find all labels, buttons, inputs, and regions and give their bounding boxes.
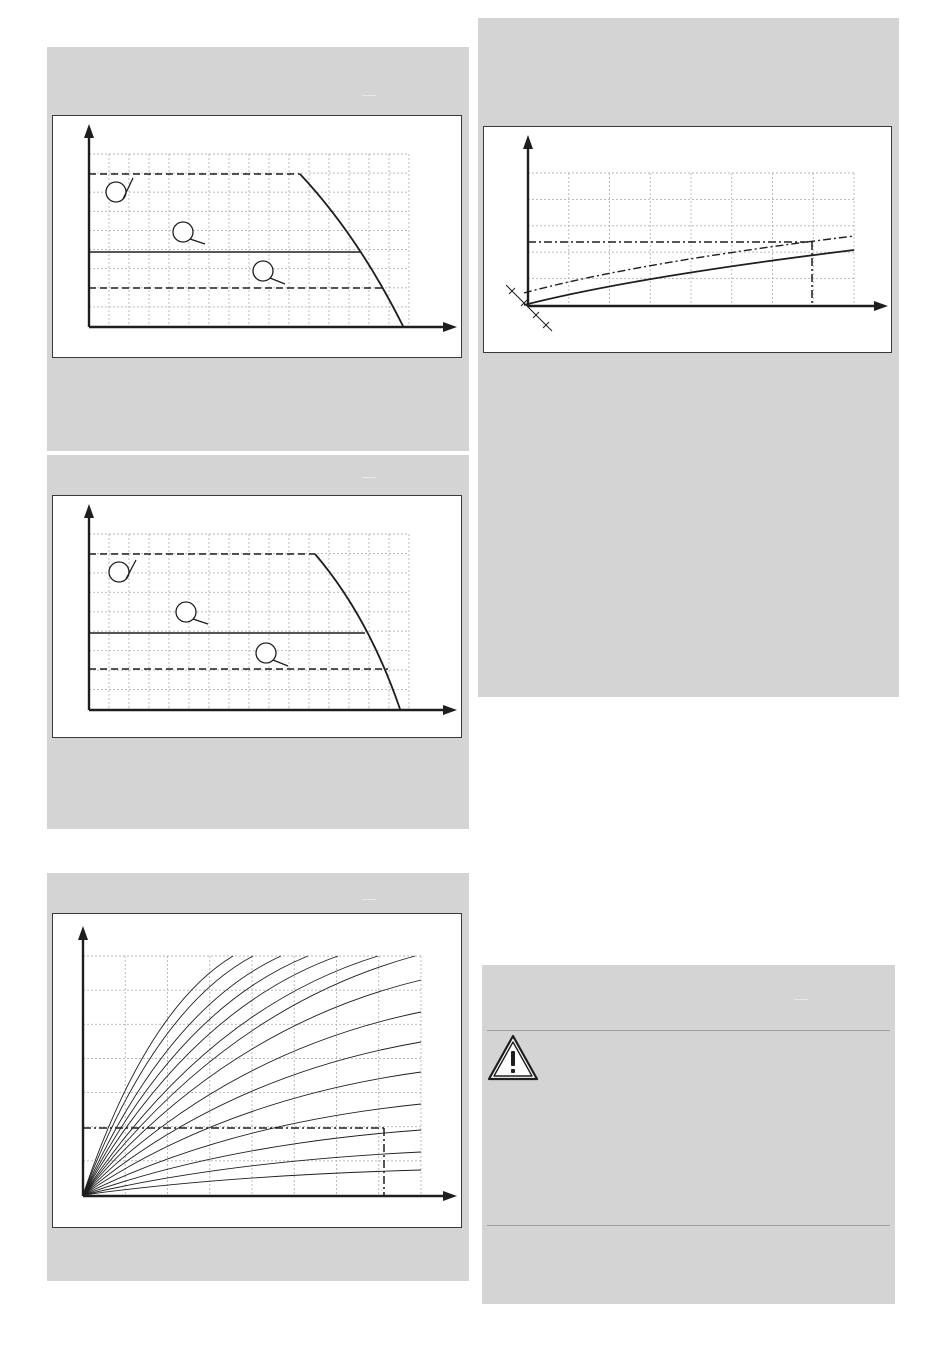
curve-dashdot [524,236,854,293]
panel-header-mark [362,477,376,478]
panel-header-mark [362,899,376,900]
fan-curve [83,956,378,1195]
y-axis-arrow [78,926,88,940]
chart-3-svg [53,914,463,1229]
panel-warning [482,965,895,1304]
chart-frame-2 [52,495,462,738]
callout-2-leader [190,239,205,244]
panel-header-mark [362,95,376,96]
x-axis-arrow [874,301,888,311]
callout-3-leader [270,278,285,284]
chart-1-svg [53,116,463,359]
panel-curve-chart [478,18,899,697]
warning-triangle-icon [487,1034,539,1082]
curve-solid [524,250,854,305]
panel-header-mark [794,999,808,1000]
warning-bottom-rule [487,1225,890,1226]
warning-top-rule [487,1030,890,1031]
fan-curve [83,956,281,1195]
x-axis-arrow [443,322,457,332]
falloff-curve [300,174,403,326]
x-axis-arrow [443,1191,457,1201]
fan-curve [83,956,308,1195]
chart-frame-3 [52,913,462,1228]
panel-performance-chart-2 [47,455,469,829]
y-axis-arrow [523,135,533,149]
panel-fan-chart [47,873,469,1281]
y-axis-arrow [84,124,94,138]
x-axis-arrow [443,705,457,715]
chart-frame-4 [483,126,892,353]
y-axis-arrow [84,504,94,518]
callout-2-leader [193,619,208,624]
chart-4-svg [484,127,893,354]
chart-2-svg [53,496,463,739]
fan-curve [83,1012,421,1195]
panel-performance-chart-1 [47,47,469,451]
callout-3-leader [273,660,288,666]
chart-frame-1 [52,115,462,358]
